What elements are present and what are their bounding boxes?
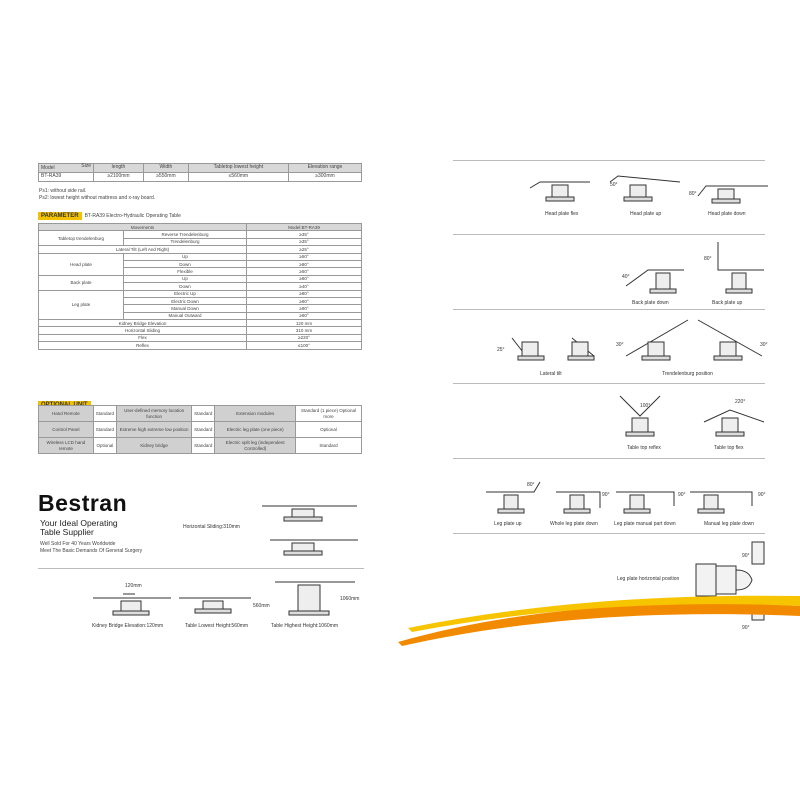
group-cell: Reflex: [39, 342, 247, 349]
corner-size-label: Size: [81, 163, 91, 169]
group-cell: Lateral Tilt (Left And Right): [39, 246, 247, 253]
brand-line-2: Meet The Basic Demands Of General Surgery: [40, 548, 143, 554]
angle-label: 90°: [758, 492, 766, 498]
option-label: Kidney bridge: [117, 438, 192, 454]
option-label: Electric split leg (independent Controlled): [215, 438, 296, 454]
option-label: Wireless LCD hand remote: [39, 438, 94, 454]
angle-label: 220°: [735, 399, 746, 405]
angle-label: 90°: [602, 492, 610, 498]
item-cell: Down: [124, 283, 247, 290]
option-label: Hand Remote: [39, 406, 94, 422]
header-cell: Tabletop lowest height: [188, 164, 288, 173]
value-cell: 310 mm: [247, 327, 362, 334]
header-cell: length: [94, 164, 144, 173]
section-divider: [453, 458, 765, 459]
option-value: Optional: [93, 438, 116, 454]
group-cell: Flex: [39, 334, 247, 341]
table-cell: ≥300mm: [288, 173, 361, 182]
group-cell: Kidney Bridge Elevation: [39, 320, 247, 327]
item-cell: Manual Down: [124, 305, 247, 312]
header-cell: Width: [143, 164, 188, 173]
model-size-table: [38, 163, 362, 182]
caption-trendelenburg: Trendelenburg position: [662, 371, 713, 377]
group-cell: Back plate: [39, 275, 124, 290]
section-divider: [453, 160, 765, 161]
value-cell: ≥25°: [247, 246, 362, 253]
section-divider: [453, 234, 765, 235]
reflex-flex-illustrations: [612, 392, 772, 442]
table-cell: ≥2100mm: [94, 173, 144, 182]
value-cell: ≥80°: [247, 290, 362, 297]
parameter-heading: [38, 212, 181, 220]
brand-tagline: [40, 519, 118, 537]
option-value: Standard: [296, 438, 362, 454]
value-cell: ≥80°: [247, 260, 362, 267]
header-cell: Movements: [39, 224, 247, 231]
brand-name: Bestran: [38, 490, 128, 516]
corner-model-label: Model: [41, 165, 55, 172]
brand-tagline-line: Your Ideal Operating: [40, 518, 118, 528]
group-cell: Horizontal Sliding: [39, 327, 247, 334]
value-cell: ≥90°: [247, 305, 362, 312]
tilt-illustrations: [512, 316, 770, 368]
caption-back-plate-down: Back plate down: [632, 300, 669, 306]
caption-manual-leg-plate-down: Manual leg plate down: [704, 521, 755, 527]
value-cell: 120 mm: [247, 320, 362, 327]
angle-label: 30°: [760, 342, 768, 348]
table-corner-cell: [39, 164, 94, 173]
table-cell: ≥550mm: [143, 173, 188, 182]
item-cell: Up: [124, 253, 247, 260]
angle-label: 25°: [497, 347, 505, 353]
decorative-swoosh: [398, 586, 800, 646]
value-cell: ≥220°: [247, 334, 362, 341]
caption-lateral-tilt: Lateral tilt: [540, 371, 562, 377]
option-value: Standard: [93, 422, 116, 438]
table-cell: ≤560mm: [188, 173, 288, 182]
value-cell: ≥90°: [247, 312, 362, 319]
option-value: Standard (1 piece) Optional more: [296, 406, 362, 422]
angle-label: 40°: [622, 274, 630, 280]
item-cell: Up: [124, 275, 247, 282]
highest-dim-label: 1060mm: [340, 596, 360, 602]
option-label: Control Panel: [39, 422, 94, 438]
option-value: Standard: [192, 406, 215, 422]
value-cell: ≥35°: [247, 238, 362, 245]
option-value: Standard: [93, 406, 116, 422]
angle-label: 90°: [742, 553, 750, 559]
parameter-table: [38, 223, 362, 350]
angle-label: 80°: [689, 191, 697, 197]
kidney-dim-label: 120mm: [125, 583, 142, 589]
caption-head-plate-flex: Head plate flex: [545, 211, 579, 217]
option-value: Optional: [296, 422, 362, 438]
optional-unit-table: [38, 405, 362, 454]
header-cell: Elevation range: [288, 164, 361, 173]
item-cell: Down: [124, 260, 247, 267]
section-divider: [453, 309, 765, 310]
value-cell: ≥50°: [247, 268, 362, 275]
back-plate-illustrations: [622, 240, 770, 300]
header-cell: Model:BT-RA39: [247, 224, 362, 231]
caption-back-plate-up: Back plate up: [712, 300, 743, 306]
parameter-subtitle: BT-RA39 Electro-Hydraulic Operating Table: [84, 213, 181, 219]
section-divider: [453, 383, 765, 384]
option-label: Extension modules: [215, 406, 296, 422]
item-cell: Manual Outward: [124, 312, 247, 319]
option-label: User-defined memory location function: [117, 406, 192, 422]
caption-head-plate-down: Head plate down: [708, 211, 746, 217]
leg-plate-illustrations: [482, 478, 770, 520]
head-plate-illustrations: [530, 176, 770, 212]
value-cell: ≥50°: [247, 253, 362, 260]
item-cell: Trendelenburg: [124, 238, 247, 245]
lowest-dim-label: 560mm: [253, 603, 270, 609]
angle-label: 80°: [704, 256, 712, 262]
section-divider: [38, 568, 364, 569]
value-cell: ≥40°: [247, 283, 362, 290]
caption-table-top-reflex: Table top reflex: [627, 445, 661, 451]
caption-head-plate-up: Head plate up: [630, 211, 662, 217]
angle-label: 90°: [678, 492, 686, 498]
option-label: Electric leg plate (one piece): [215, 422, 296, 438]
value-cell: ≥80°: [247, 275, 362, 282]
angle-label: 100°: [640, 403, 651, 409]
item-cell: Electric Down: [124, 297, 247, 304]
angle-label: 50°: [610, 182, 618, 188]
parameter-tag: PARAMETER: [38, 212, 82, 220]
section-divider: [453, 533, 765, 534]
caption-table-top-flex: Table top flex: [714, 445, 744, 451]
option-value: Standard: [192, 438, 215, 454]
option-label: Extreme high extreme low position: [117, 422, 192, 438]
caption-whole-leg-plate-down: Whole leg plate down: [550, 521, 598, 527]
brand-tagline-line: Table Supplier: [40, 527, 94, 537]
angle-label: 80°: [527, 482, 535, 488]
caption-lowest: Table Lowest Height:560mm: [185, 623, 249, 629]
option-value: Standard: [192, 422, 215, 438]
group-cell: Tabletop trendelenburg: [39, 231, 124, 246]
horizontal-sliding-illustration: [262, 496, 362, 556]
value-cell: ≤100°: [247, 342, 362, 349]
brand-line-1: Well Sold For 40 Years Worldwide: [40, 541, 116, 547]
note-2: Ps2: lowest height without mattress and x-ray board.: [39, 195, 156, 201]
caption-leg-plate-manual-part-down: Leg plate manual part down: [614, 521, 676, 527]
item-cell: Electric Up: [124, 290, 247, 297]
group-cell: Leg plate: [39, 290, 124, 320]
caption-horizontal-sliding: Horizontal Sliding:310mm: [183, 524, 240, 530]
item-cell: Reverse Trendelenburg: [124, 231, 247, 238]
angle-label: 30°: [616, 342, 624, 348]
note-1: Ps1: without side rail.: [39, 188, 87, 194]
value-cell: ≥35°: [247, 231, 362, 238]
angle-label: 90°: [742, 625, 750, 631]
caption-leg-plate-horizontal: Leg plate horizontal position: [617, 576, 680, 582]
item-cell: Flexible: [124, 268, 247, 275]
caption-highest: Table Highest Height:1060mm: [271, 623, 338, 629]
value-cell: ≥90°: [247, 297, 362, 304]
group-cell: Head plate: [39, 253, 124, 275]
caption-kidney: Kidney Bridge Elevation:120mm: [92, 623, 164, 629]
table-cell: BT-RA39: [39, 173, 94, 182]
caption-leg-plate-up: Leg plate up: [494, 521, 522, 527]
